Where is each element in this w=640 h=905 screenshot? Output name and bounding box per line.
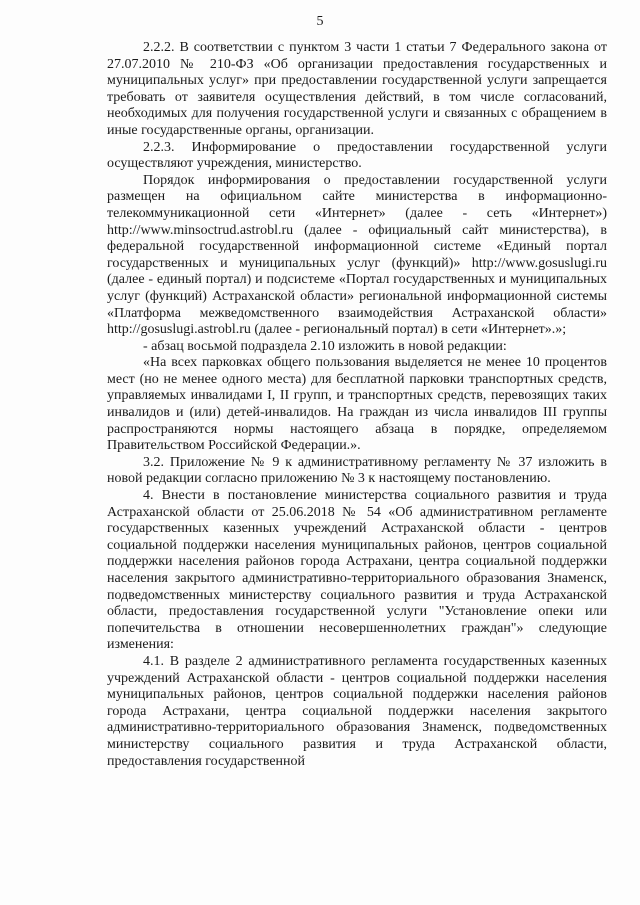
paragraph-2-2-3: 2.2.3. Информирование о предоставлении государственной услуги осуществляют учреждения, министерство. bbox=[107, 139, 607, 172]
paragraph-4: 4. Внести в постановление министерства социального развития и труда Астраханской области от 25.06.2018 № 54 «Об административном регламенте государственных казенных учреждений Астраханской области - центров социальной поддержки населения муниципальных районов, центров социальной поддержки населения районов города Астрахани, центра социальной поддержки населения закрытого административно-территориального образования Знаменск, подведомственных министерству социального развития и труда Астраханской области, предоставления государственной услуги "Установление опеки или попечительства в отношении несовершеннолетних граждан"» следующие изменения: bbox=[107, 488, 607, 653]
paragraph-4-1: 4.1. В разделе 2 административного регламента государственных казенных учреждений Астраханской области - центров социальной поддержки населения муниципальных районов, центров социальной поддержки населения районов города Астрахани, центра социальной поддержки населения закрытого административно-территориального образования Знаменск, подведомственных министерству социального развития и труда Астраханской области, предоставления государственной bbox=[107, 653, 607, 769]
paragraph-2-2-2: 2.2.2. В соответствии с пунктом 3 части 1 статьи 7 Федерального закона от 27.07.2010 № 210-ФЗ «Об организации предоставления государственных и муниципальных услуг» при предоставлении государственной услуги запрещается требовать от заявителя осуществления действий, в том числе согласований, необходимых для получения государственной услуги и связанных с обращением в иные государственные органы, организации. bbox=[107, 40, 607, 138]
paragraph-2-10-amendment: - абзац восьмой подраздела 2.10 изложить в новой редакции: bbox=[143, 338, 507, 354]
paragraph-3-2: 3.2. Приложение № 9 к административному регламенту № 37 изложить в новой редакции согласно приложению № 3 к настоящему постановлению. bbox=[107, 454, 607, 487]
page-number: 5 bbox=[316, 14, 324, 29]
document-body bbox=[107, 40, 607, 770]
paragraph-informing-procedure: Порядок информирования о предоставлении государственной услуги размещен на официальном сайте министерства в информационно-телекоммуникационной сети «Интернет» (далее - сеть «Интернет») http://www.minsoctrud.astrobl.ru (далее - официальный сайт министерства), в федеральной государственной информационной системе «Единый портал государственных и муниципальных услуг (функций)» http://www.gosuslugi.ru (далее - единый портал) и подсистеме «Портал государственных и муниципальных услуг (функций) Астраханской области» региональной информационной системы «Платформа межведомственного взаимодействия Астраханской области» http://gosuslugi.astrobl.ru (далее - региональный портал) в сети «Интернет».»; bbox=[107, 172, 607, 338]
paragraph-parking-quote: «На всех парковках общего пользования выделяется не менее 10 процентов мест (но не менее одного места) для бесплатной парковки транспортных средств, управляемых инвалидами I, II групп, и транспортных средств, перевозящих таких инвалидов и (или) детей-инвалидов. На граждан из числа инвалидов III группы распространяются нормы настоящего абзаца в порядке, определяемом Правительством Российской Федерации.». bbox=[107, 355, 607, 454]
